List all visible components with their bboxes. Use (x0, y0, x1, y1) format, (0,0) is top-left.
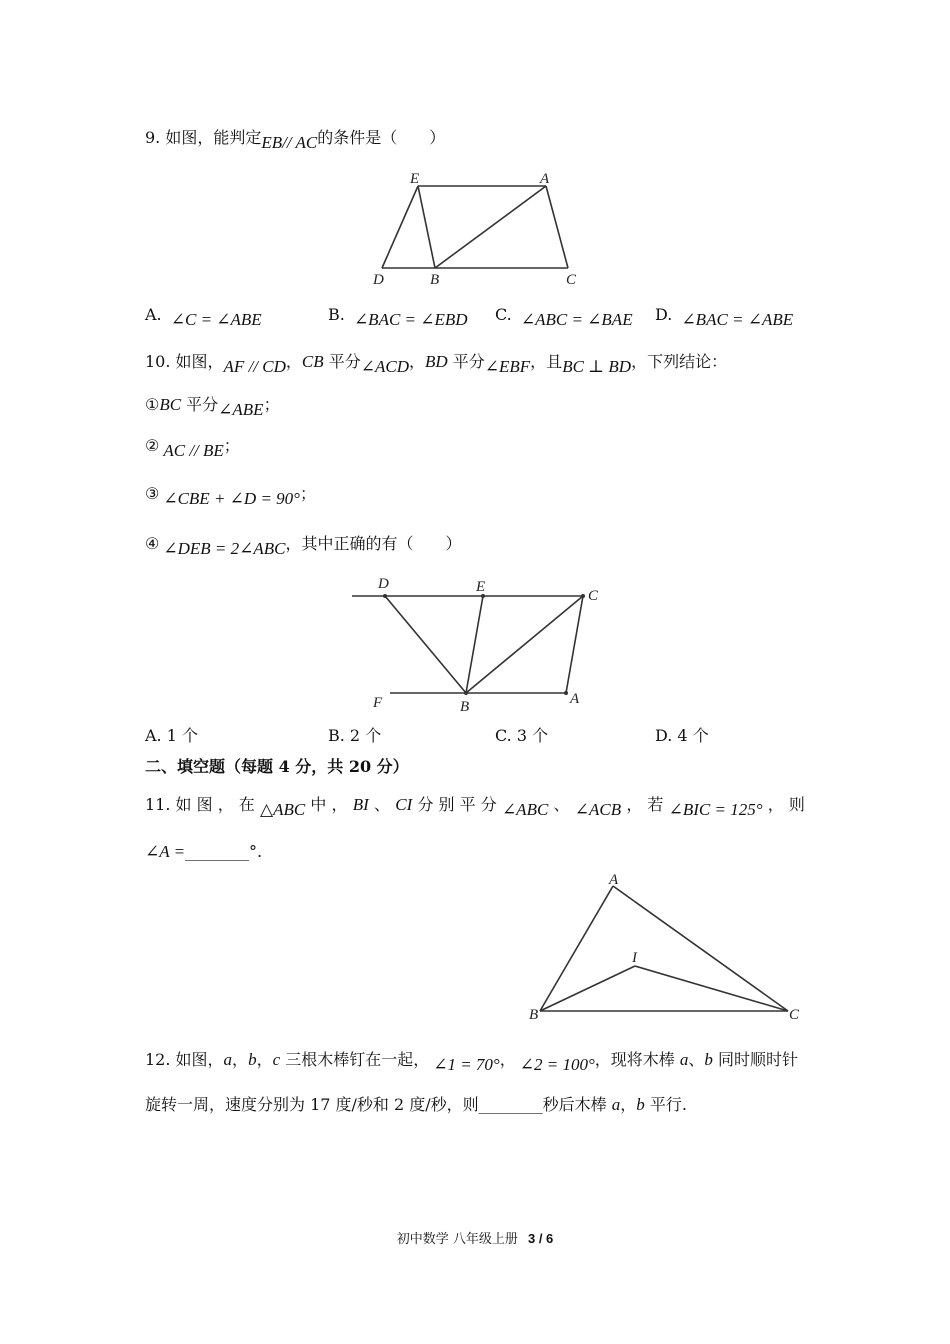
q9-seg-ab (435, 186, 546, 268)
q12-var-b: b (248, 1050, 257, 1069)
q11-seg-ci (635, 966, 788, 1011)
q11-math-3: CI (395, 795, 413, 814)
q9-option-b-math: ∠BAC = ∠EBD (353, 310, 468, 329)
q10-point-d (383, 594, 387, 598)
q11-math-1: △ABC (260, 800, 306, 819)
q10-label-f: F (373, 695, 383, 711)
q11-line-2-end: °. (249, 842, 263, 861)
q10-stem (145, 352, 728, 376)
q9-option-c-key: C. (495, 305, 512, 324)
q10-stem-math-6: BC ⊥ BD (562, 357, 632, 376)
q10-item-1-end: ； (263, 395, 280, 414)
q9-option-d (655, 305, 794, 329)
q10-stem-text-4: ，且 (530, 352, 563, 371)
q10-point-b (464, 691, 468, 695)
q12-text-7: 平行. (644, 1095, 687, 1114)
q12-line-2 (145, 1095, 687, 1115)
q11-label-b: B (529, 1007, 539, 1022)
q10-item-4-end: ，其中正确的有（ ） (285, 534, 462, 553)
q10-item-1-math-1: BC (159, 395, 182, 414)
q10-figure (348, 573, 618, 718)
q12-text-1: 12. 如图， (145, 1050, 224, 1069)
q9-stem-math: EB// AC (261, 133, 318, 152)
q10-item-1-mark: ① (145, 395, 160, 414)
q10-seg-eb (466, 596, 483, 693)
section-2-title: 二、填空题（每题 4 分，共 20 分） (145, 757, 409, 776)
q11-text-5: 、 (553, 795, 570, 814)
q9-option-d-math: ∠BAC = ∠ABE (681, 310, 794, 329)
q10-item-2-math: AC // BE (163, 441, 224, 460)
q10-item-1-text: 平分 (181, 395, 219, 414)
q10-option-c: C. 3 个 (495, 726, 549, 745)
q9-stem-end: 的条件是（ ） (317, 128, 446, 147)
q9-option-a-key: A. (145, 305, 162, 324)
q12-angle-1: ∠1 = 70° (433, 1055, 500, 1074)
q9-label-d: D (373, 272, 384, 288)
q11-line-1 (145, 795, 805, 819)
q10-label-c: C (588, 588, 599, 604)
q12-sep-2: ， (256, 1050, 273, 1069)
q12-text-6: 秒后木棒 (542, 1095, 612, 1114)
q9-option-c (495, 305, 633, 329)
q12-angle-2: ∠2 = 100° (519, 1055, 595, 1074)
q11-angle-a: ∠A = (145, 842, 186, 861)
q12-var-b-3: b (636, 1095, 645, 1114)
q10-stem-sep-2: ， (408, 352, 425, 371)
q11-math-4: ∠ABC (501, 800, 549, 819)
q10-label-a: A (570, 691, 580, 707)
q10-item-3-math: ∠CBE + ∠D = 90° (163, 489, 300, 508)
q12-var-a-3: a (611, 1095, 621, 1114)
q10-stem-text-3: 平分 (447, 352, 485, 371)
q10-point-c (581, 594, 585, 598)
q10-item-2 (145, 436, 240, 460)
q10-item-3 (145, 484, 316, 508)
q12-line-1 (145, 1050, 798, 1074)
q12-sep-4: 、 (688, 1050, 705, 1069)
footer-title: 初中数学 八年级上册 (396, 1232, 518, 1247)
q12-var-b-2: b (704, 1050, 713, 1069)
q12-text-3: ，现将木棒 (594, 1050, 680, 1069)
q10-item-2-end: ； (223, 436, 240, 455)
q11-math-2: BI (352, 795, 369, 814)
q9-seg-ac (546, 186, 568, 268)
q11-text-1: 11. 如 图 ， 在 (145, 795, 255, 814)
q10-option-a: A. 1 个 (145, 726, 198, 745)
q11-seg-ab (540, 886, 613, 1011)
q10-seg-cb (466, 596, 583, 693)
q10-item-4-mark: ④ (145, 534, 160, 553)
q11-label-a: A (609, 872, 619, 888)
q12-var-a-2: a (679, 1050, 689, 1069)
q9-option-b (328, 305, 468, 329)
q9-label-a: A (540, 171, 550, 187)
q10-item-4-math: ∠DEB = 2∠ABC (163, 539, 286, 558)
q10-stem-text-2: 平分 (323, 352, 361, 371)
q9-option-b-key: B. (328, 305, 345, 324)
q12-var-a: a (223, 1050, 233, 1069)
q11-math-6: ∠BIC = 125° (668, 800, 763, 819)
q12-sep-1: ， (232, 1050, 249, 1069)
q10-stem-text: 10. 如图， (145, 352, 224, 371)
q10-stem-text-5: ，下列结论： (631, 352, 728, 371)
q12-text-2: 三根木棒钉在一起， (280, 1050, 430, 1069)
q10-label-b: B (460, 699, 470, 715)
q10-item-1-math-2: ∠ABE (218, 400, 264, 419)
q9-stem (145, 128, 446, 152)
page-number: 3 / 6 (527, 1231, 554, 1246)
q11-label-c: C (789, 1007, 800, 1022)
q10-seg-ca (566, 596, 583, 693)
q10-label-e: E (476, 579, 486, 595)
q10-item-3-end: ； (299, 484, 316, 503)
q11-text-4: 分 别 平 分 (417, 795, 497, 814)
q9-option-d-key: D. (655, 305, 673, 324)
q9-seg-ed (382, 186, 418, 268)
q9-option-a-math: ∠C = ∠ABE (170, 310, 262, 329)
q11-seg-bi (540, 966, 635, 1011)
q10-option-d: D. 4 个 (655, 726, 709, 745)
q11-math-5: ∠ACB (574, 800, 622, 819)
q11-line-2 (145, 842, 262, 862)
q9-label-b: B (430, 272, 440, 288)
q10-stem-math-5: ∠EBF (484, 357, 531, 376)
q10-option-b: B. 2 个 (328, 726, 382, 745)
q10-seg-db (385, 596, 466, 693)
q11-text-7: ， 则 (767, 795, 805, 814)
q12-sep-3: ， (499, 1050, 516, 1069)
q10-stem-math-1: AF // CD (223, 357, 286, 376)
q10-stem-math-3: ∠ACD (360, 357, 409, 376)
q9-seg-eb (418, 186, 435, 268)
q12-answer-blank[interactable]: ________ (478, 1095, 543, 1114)
q11-text-3: 、 (374, 795, 391, 814)
q9-label-c: C (566, 272, 577, 288)
q9-stem-text: 9. 如图，能判定 (145, 128, 262, 147)
q10-item-3-mark: ③ (145, 484, 160, 503)
q11-seg-ac (613, 886, 788, 1011)
q12-text-4: 同时顺时针 (712, 1050, 798, 1069)
q11-answer-blank[interactable]: ________ (185, 842, 250, 861)
q11-text-2: 中 ， (310, 795, 348, 814)
q10-point-a (564, 691, 568, 695)
q10-item-1 (145, 395, 280, 419)
q12-text-5: 旋转一周，速度分别为 17 度/秒和 2 度/秒，则 (145, 1095, 479, 1114)
q10-item-2-mark: ② (145, 436, 160, 455)
q9-option-c-math: ∠ABC = ∠BAE (520, 310, 633, 329)
q9-label-e: E (410, 171, 420, 187)
page-footer (0, 1228, 950, 1247)
q10-stem-math-2: CB (301, 352, 324, 371)
q10-stem-sep-1: ， (285, 352, 302, 371)
q9-option-a (145, 305, 262, 329)
q12-sep-5: ， (620, 1095, 637, 1114)
q10-stem-math-4: BD (425, 352, 448, 371)
q11-figure (525, 872, 815, 1022)
q11-text-6: ， 若 (626, 795, 664, 814)
q12-var-c: c (272, 1050, 281, 1069)
q10-label-d: D (378, 576, 389, 592)
q10-item-4 (145, 534, 462, 558)
q9-figure (368, 168, 608, 288)
q11-label-i: I (632, 950, 637, 966)
